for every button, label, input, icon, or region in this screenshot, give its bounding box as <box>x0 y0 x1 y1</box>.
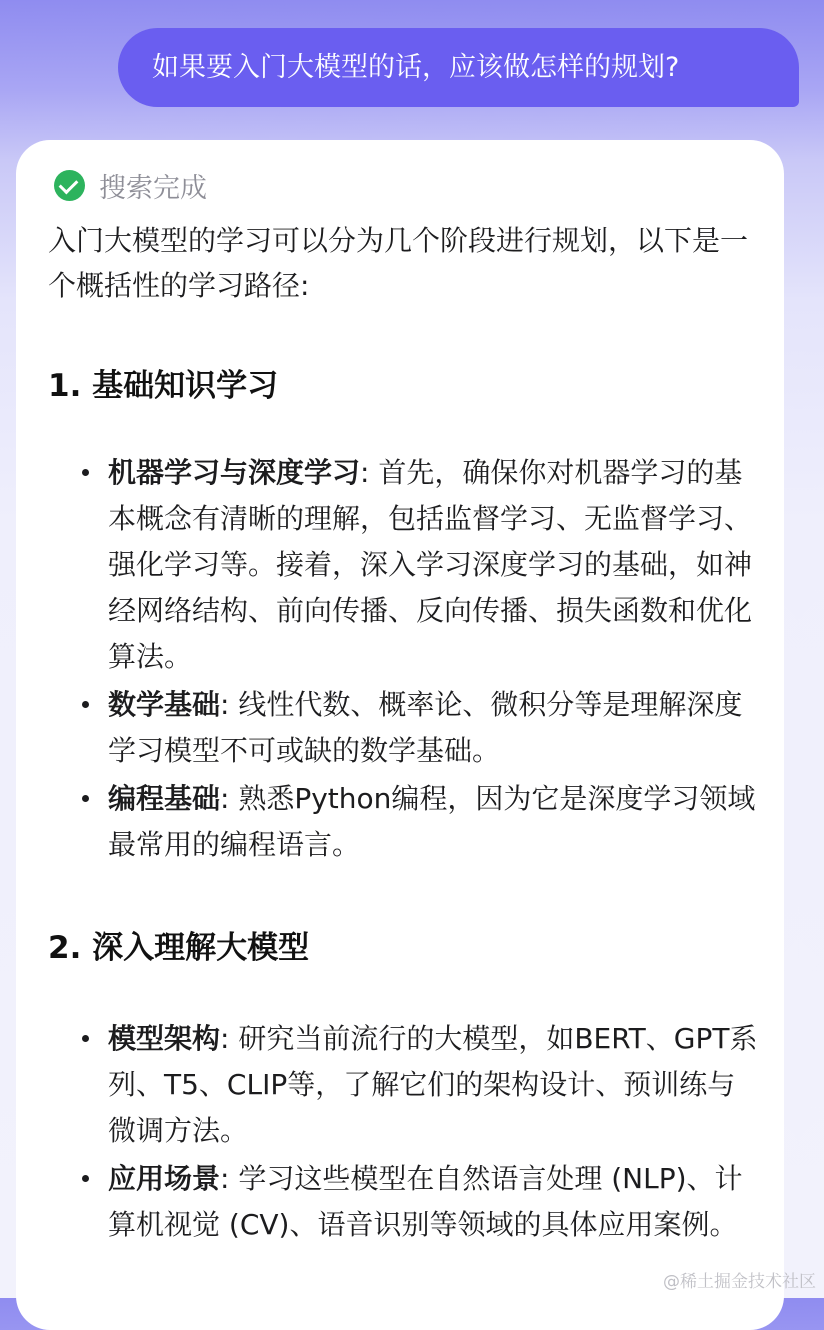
item-body: : 首先，确保你对机器学习的基本概念有清晰的理解，包括监督学习、无监督学习、强化学习等。接着，深入学习深度学习的基础，如神经网络结构、前向传播、反向传播、损失函数和优化算法。 <box>108 456 753 673</box>
user-message-bubble: 如果要入门大模型的话，应该做怎样的规划? <box>118 28 799 107</box>
check-circle-icon <box>54 170 85 201</box>
list-item <box>48 1016 760 1154</box>
item-title: 编程基础 <box>108 782 221 815</box>
item-title: 机器学习与深度学习 <box>108 456 361 489</box>
section-heading-large-models: 2. 深入理解大模型 <box>48 930 310 966</box>
item-body: : 学习这些模型在自然语言处理 (NLP)、计算机视觉 (CV)、语音识别等领域的具体应用案例。 <box>108 1162 743 1241</box>
item-title: 应用场景 <box>108 1162 221 1195</box>
bullet-dot <box>82 795 89 802</box>
bullet-dot <box>82 1175 89 1182</box>
search-status <box>54 168 207 202</box>
bullet-dot <box>82 469 89 476</box>
search-status-text: 搜索完成 <box>99 172 207 204</box>
list-item <box>48 1156 760 1248</box>
list-item <box>48 776 760 868</box>
list-item <box>48 682 760 774</box>
basics-bullet-list <box>48 450 760 870</box>
bullet-dot <box>82 701 89 708</box>
watermark: @稀土掘金技术社区 <box>663 1272 816 1292</box>
item-body: : 研究当前流行的大模型，如BERT、GPT系列、T5、CLIP等，了解它们的架构设计、预训练与微调方法。 <box>108 1022 758 1147</box>
item-title: 数学基础 <box>108 688 221 721</box>
item-title: 模型架构 <box>108 1022 221 1055</box>
intro-paragraph: 入门大模型的学习可以分为几个阶段进行规划，以下是一个概括性的学习路径: <box>48 224 749 302</box>
item-body: : 熟悉Python编程，因为它是深度学习领域最常用的编程语言。 <box>108 782 756 861</box>
assistant-response-card <box>16 140 784 1330</box>
item-body: : 线性代数、概率论、微积分等是理解深度学习模型不可或缺的数学基础。 <box>108 688 743 767</box>
section-heading-basics: 1. 基础知识学习 <box>48 368 279 404</box>
list-item <box>48 450 760 680</box>
bullet-dot <box>82 1035 89 1042</box>
large-models-bullet-list <box>48 1016 760 1250</box>
